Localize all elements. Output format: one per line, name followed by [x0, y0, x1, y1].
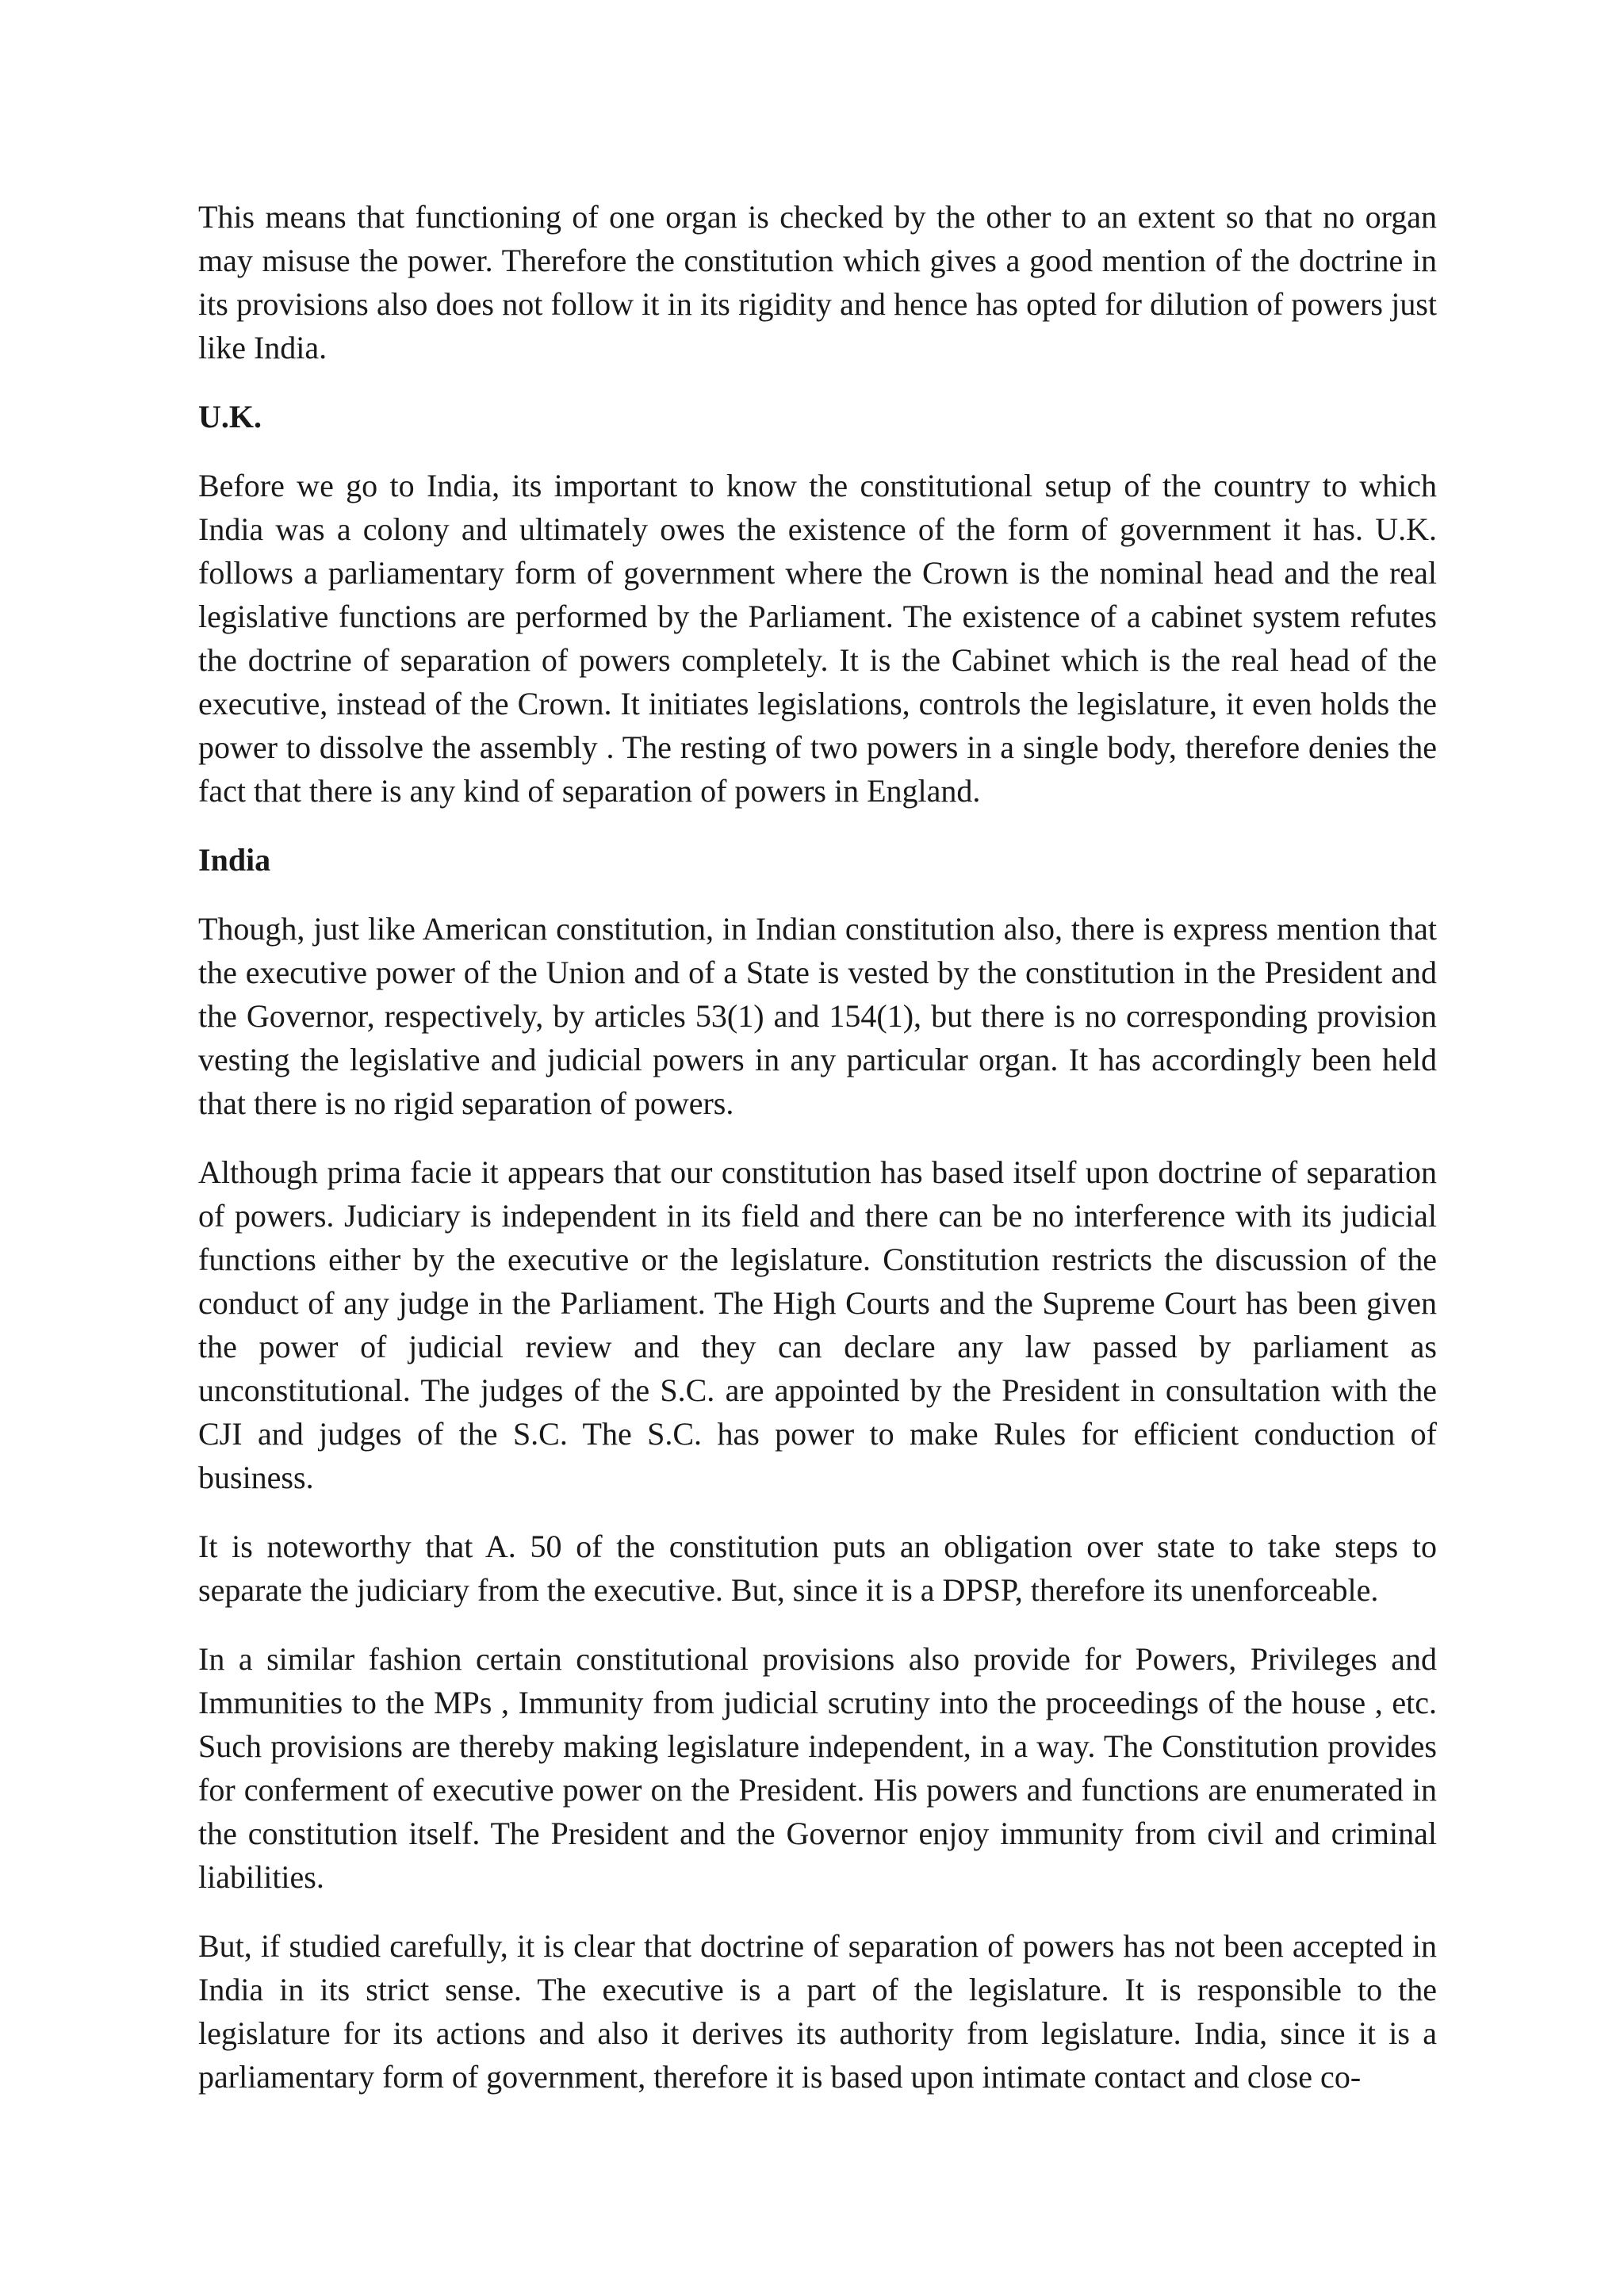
paragraph-uk-parliamentary: Before we go to India, its important to know the constitutional setup of the country to which India was a colony and ultimately owes the existence of the form of government it has. U.K. follows a parliamentary form of government where the Crown is the nominal head and the real legislative functions are performed by the Parliament. The existence of a cabinet system refutes the doctrine of separation of powers completely. It is the Cabinet which is the real head of the executive, instead of the Crown. It initiates legislations, controls the legislature, it even holds the power to dissolve the assembly . The resting of two powers in a single body, therefore denies the fact that there is any kind of separation of powers in England.: [198, 468, 1437, 809]
paragraph-india-executive-power: Though, just like American constitution, in Indian constitution also, there is express mention that the executive power of the Union and of a State is vested by the constitution in the President and the Governor, respectively, by articles 53(1) and 154(1), but there is no corresponding provision vesting the legislative and judicial powers in any particular organ. It has accordingly been held that there is no rigid separation of powers.: [198, 911, 1437, 1121]
section-heading-uk: U.K.: [198, 399, 262, 434]
document-page: [198, 195, 1437, 2124]
paragraph-article-50: It is noteworthy that A. 50 of the constitution puts an obligation over state to take steps to separate the judiciary from the executive. But, since it is a DPSP, therefore its unenforceable.: [198, 1529, 1437, 1608]
section-heading-india: India: [198, 842, 271, 878]
paragraph-legislature-immunities: In a similar fashion certain constitutional provisions also provide for Powers, Privileges and Immunities to the MPs , Immunity from judicial scrutiny into the proceedings of the house , etc. Such provisions are thereby making legislature independent, in a way. The Constitution provides for conferment of executive power on the President. His powers and functions are enumerated in the constitution itself. The President and the Governor enjoy immunity from civil and criminal liabilities.: [198, 1641, 1437, 1895]
paragraph-us-dilution: This means that functioning of one organ is checked by the other to an extent so that no organ may misuse the power. Therefore the constitution which gives a good mention of the doctrine in its provisions also does not follow it in its rigidity and hence has opted for dilution of powers just like India.: [198, 199, 1437, 365]
paragraph-india-judiciary: Although prima facie it appears that our constitution has based itself upon doctrine of separation of powers. Judiciary is independent in its field and there can be no interference with its judicial functions either by the executive or the legislature. Constitution restricts the discussion of the conduct of any judge in the Parliament. The High Courts and the Supreme Court has been given the power of judicial review and they can declare any law passed by parliament as unconstitutional. The judges of the S.C. are appointed by the President in consultation with the CJI and judges of the S.C. The S.C. has power to make Rules for efficient conduction of business.: [198, 1154, 1437, 1495]
paragraph-not-strict-separation: But, if studied carefully, it is clear that doctrine of separation of powers has not been accepted in India in its strict sense. The executive is a part of the legislature. It is responsible to the legislature for its actions and also it derives its authority from legislature. India, since it is a parliamentary form of government, therefore it is based upon intimate contact and close co-: [198, 1928, 1437, 2095]
